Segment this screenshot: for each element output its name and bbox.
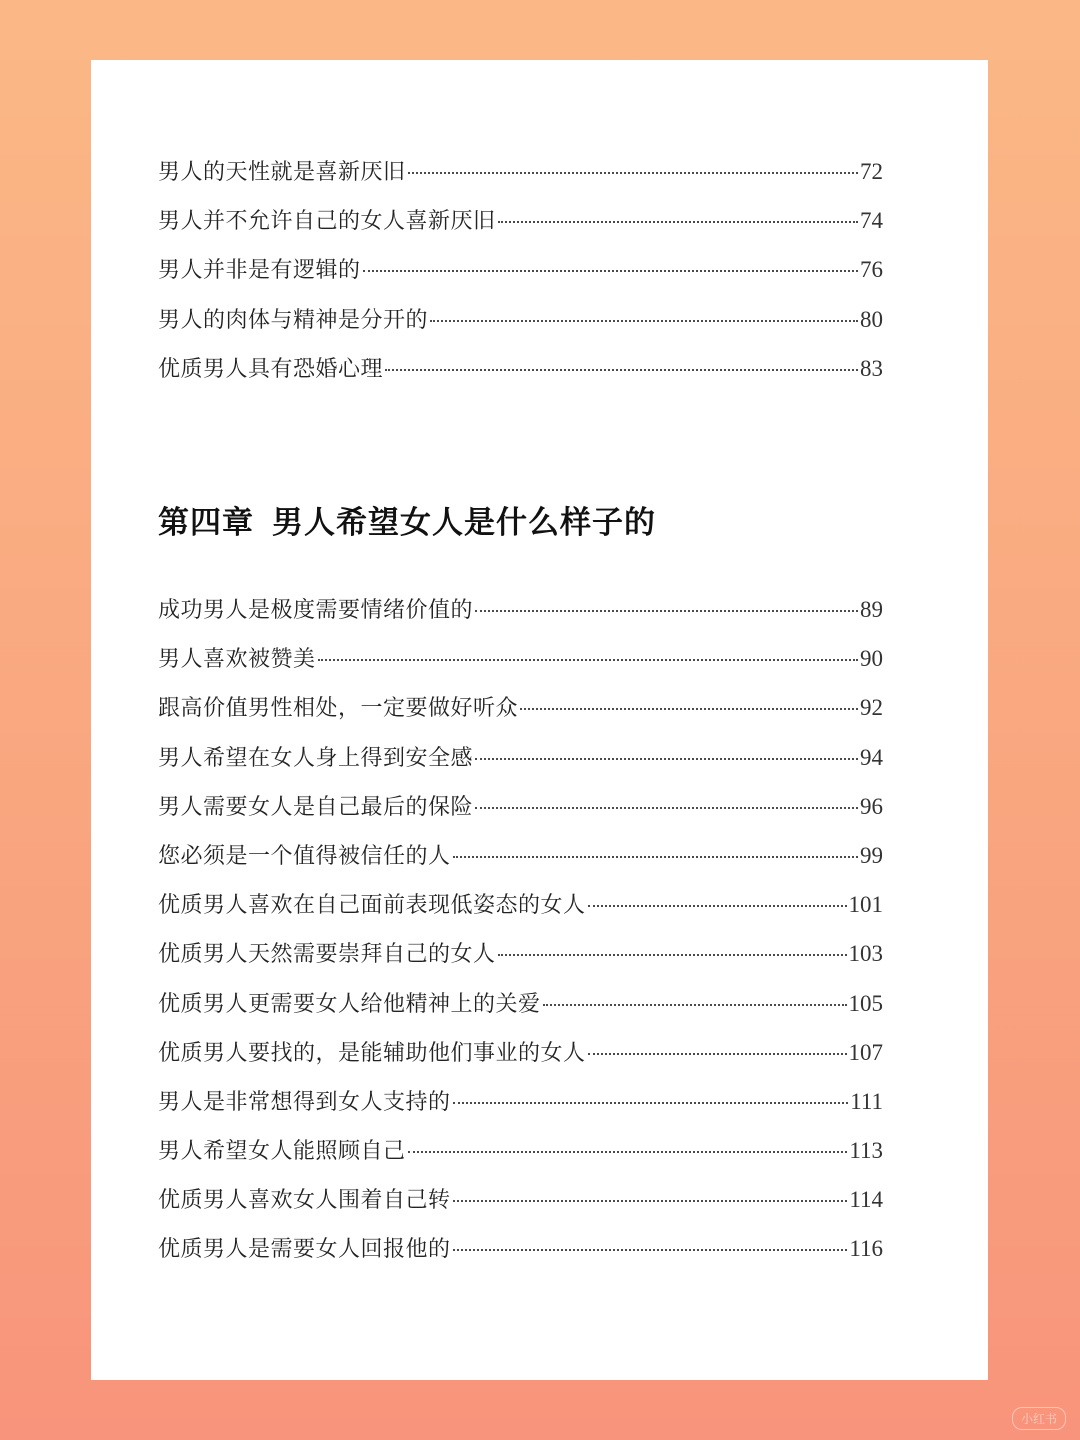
dot-leader — [363, 270, 858, 272]
chapter-name: 男人希望女人是什么样子的 — [272, 505, 656, 541]
chapter-heading — [158, 497, 656, 542]
toc-entry-page-number: 96 — [860, 793, 883, 819]
toc-entry-page-number: 105 — [848, 990, 883, 1016]
toc-entry-title: 优质男人喜欢女人围着自己转 — [158, 1188, 451, 1214]
dot-leader — [408, 172, 858, 174]
dot-leader — [498, 221, 858, 223]
toc-entry-title: 男人的肉体与精神是分开的 — [158, 307, 429, 333]
dot-leader — [385, 369, 858, 371]
toc-entry-page-number: 116 — [849, 1236, 883, 1262]
dot-leader — [475, 807, 858, 809]
toc-entry-page-number: 92 — [860, 695, 883, 721]
dot-leader — [543, 1004, 847, 1006]
toc-entry-title: 男人的天性就是喜新厌旧 — [158, 160, 406, 185]
toc-entry-title: 男人希望在女人身上得到安全感 — [158, 745, 474, 771]
toc-list-previous-chapter — [158, 155, 883, 401]
toc-entry[interactable] — [158, 741, 883, 790]
toc-entry-page-number: 101 — [848, 892, 883, 918]
toc-entry[interactable] — [158, 593, 883, 642]
dot-leader — [475, 758, 858, 760]
toc-entry[interactable] — [158, 204, 883, 253]
dot-leader — [475, 610, 858, 612]
toc-entry[interactable] — [158, 1232, 883, 1281]
toc-entry[interactable] — [158, 253, 883, 302]
toc-entry-title: 男人是非常想得到女人支持的 — [158, 1089, 451, 1115]
toc-entry-title: 跟高价值男性相处，一定要做好听众 — [158, 696, 519, 722]
toc-entry-page-number: 114 — [849, 1187, 883, 1213]
toc-entry-page-number: 103 — [848, 941, 883, 967]
toc-entry-title: 男人并不允许自己的女人喜新厌旧 — [158, 209, 496, 235]
toc-entry[interactable] — [158, 937, 883, 986]
toc-entry-page-number: 90 — [860, 646, 883, 672]
toc-entry-page-number: 76 — [860, 257, 883, 283]
dot-leader — [520, 708, 858, 710]
toc-entry-page-number: 72 — [860, 159, 883, 184]
toc-list-chapter-four — [158, 593, 883, 1282]
toc-entry[interactable] — [158, 691, 883, 740]
toc-entry-page-number: 113 — [849, 1138, 883, 1164]
dot-leader — [453, 1102, 849, 1104]
dot-leader — [498, 954, 847, 956]
dot-leader — [318, 659, 858, 661]
toc-entry[interactable] — [158, 888, 883, 937]
toc-entry[interactable] — [158, 1036, 883, 1085]
toc-entry-title: 优质男人是需要女人回报他的 — [158, 1237, 451, 1263]
dot-leader — [453, 1200, 848, 1202]
toc-entry-title: 优质男人要找的，是能辅助他们事业的女人 — [158, 1040, 586, 1066]
chapter-number: 第四章 — [158, 505, 254, 541]
toc-entry-title: 男人需要女人是自己最后的保险 — [158, 794, 474, 820]
dot-leader — [430, 320, 858, 322]
toc-entry-title: 男人希望女人能照顾自己 — [158, 1139, 406, 1165]
watermark: 小红书 — [1012, 1407, 1066, 1430]
dot-leader — [408, 1151, 848, 1153]
dot-leader — [453, 1249, 848, 1251]
toc-entry-page-number: 94 — [860, 744, 883, 770]
toc-entry[interactable] — [158, 155, 883, 204]
toc-entry-page-number: 89 — [860, 597, 883, 622]
toc-entry[interactable] — [158, 1134, 883, 1183]
book-page — [91, 60, 988, 1380]
toc-entry[interactable] — [158, 1085, 883, 1134]
toc-entry-title: 优质男人天然需要崇拜自己的女人 — [158, 942, 496, 968]
toc-entry[interactable] — [158, 642, 883, 691]
toc-entry-title: 优质男人喜欢在自己面前表现低姿态的女人 — [158, 893, 586, 919]
toc-entry-title: 成功男人是极度需要情绪价值的 — [158, 598, 474, 623]
dot-leader — [588, 905, 847, 907]
toc-entry-title: 男人并非是有逻辑的 — [158, 258, 361, 284]
toc-entry[interactable] — [158, 1183, 883, 1232]
dot-leader — [588, 1053, 847, 1055]
toc-entry[interactable] — [158, 987, 883, 1036]
toc-entry-page-number: 111 — [850, 1088, 883, 1114]
toc-entry[interactable] — [158, 303, 883, 352]
toc-entry[interactable] — [158, 839, 883, 888]
toc-entry-title: 男人喜欢被赞美 — [158, 647, 316, 673]
toc-entry-page-number: 107 — [848, 1039, 883, 1065]
toc-entry-page-number: 99 — [860, 842, 883, 868]
toc-entry[interactable] — [158, 790, 883, 839]
toc-entry[interactable] — [158, 352, 883, 401]
toc-entry-page-number: 74 — [860, 208, 883, 234]
toc-entry-title: 优质男人更需要女人给他精神上的关爱 — [158, 991, 541, 1017]
toc-entry-title: 您必须是一个值得被信任的人 — [158, 843, 451, 869]
toc-entry-page-number: 80 — [860, 306, 883, 332]
dot-leader — [453, 856, 858, 858]
toc-entry-title: 优质男人具有恐婚心理 — [158, 356, 384, 382]
toc-entry-page-number: 83 — [860, 355, 883, 381]
